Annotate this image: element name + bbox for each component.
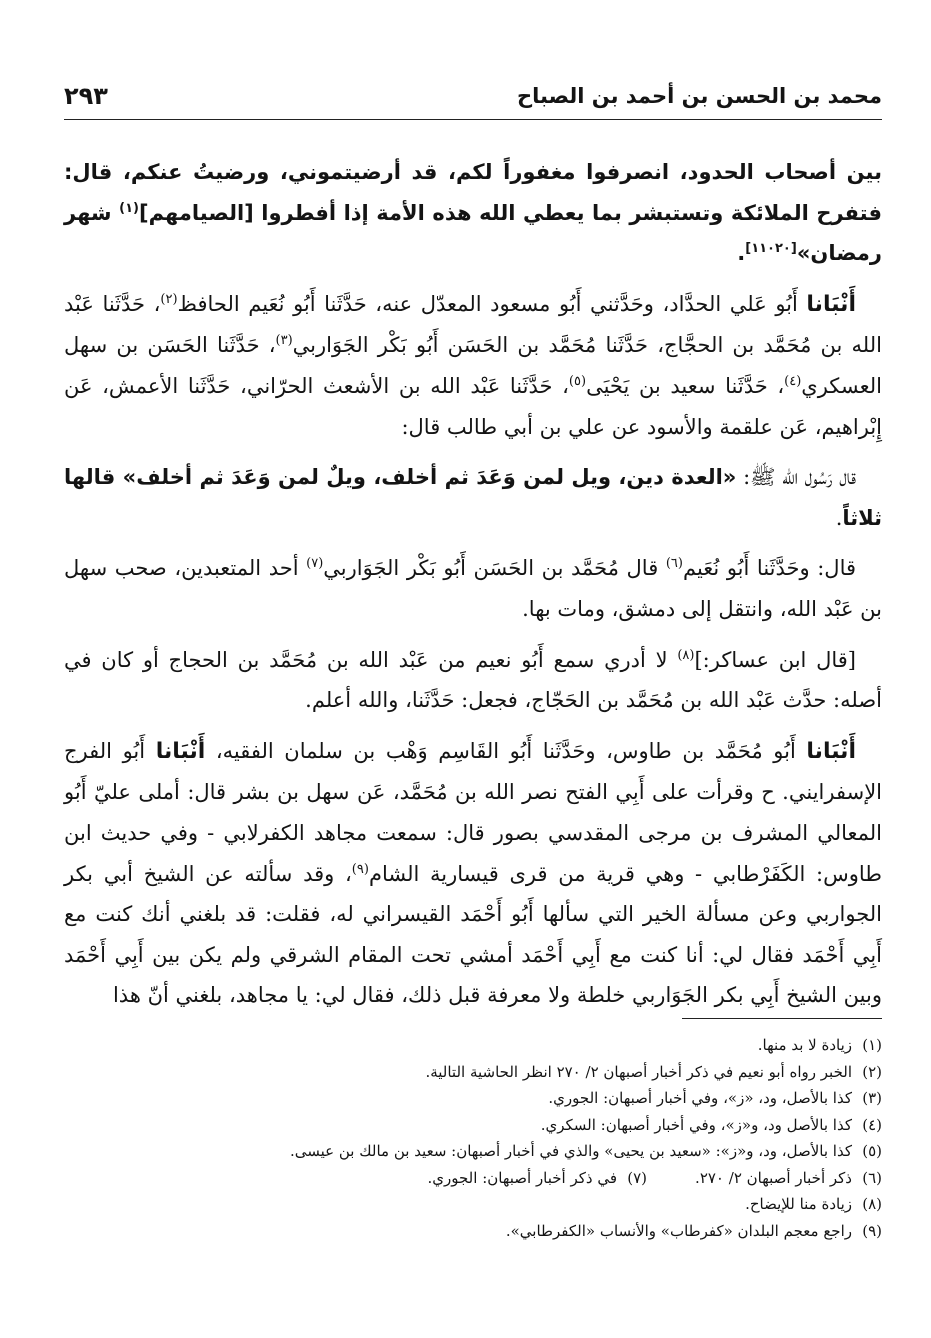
footnote-text: في ذكر أخبار أصبهان: الجوري. — [427, 1168, 618, 1187]
text-run: ، حَدَّثَنا سعيد بن يَحْيَى — [586, 373, 785, 398]
text-run: [قال ابن عساكر:] — [694, 647, 857, 672]
footnote-text: كذا بالأصل، ود، «ز»، وفي أخبار أصبهان: الجوري. — [548, 1089, 852, 1107]
footnote-number: (٩) — [862, 1221, 882, 1240]
footnote-6-7 — [64, 1165, 882, 1192]
footnote-3 — [64, 1085, 882, 1112]
footnote-number: (٢) — [862, 1062, 882, 1081]
text-run: ، حَدَّثَنا عَبْد الله بن الأشعث الحرّاني، حَدَّثَنا الأعمش، عَن إِبْراهيم، عَن علقمة والأسود عن علي بن أبي طالب قال: — [64, 373, 882, 439]
text-run: أَبُو مُحَمَّد بن طاوس، وحَدَّثَنا أَبُو القَاسِم وَهْب بن سلمان الفقيه، — [205, 738, 807, 763]
footnote-text: الخبر رواه أبو نعيم في ذكر أخبار أصبهان ٢/ ٢٧٠ انظر الحاشية التالية. — [425, 1062, 852, 1081]
footnote-text: ذكر أخبار أصبهان ٢/ ٢٧٠. — [695, 1168, 852, 1187]
footnote-2 — [64, 1059, 882, 1086]
text-run: لا أدري سمع أَبُو نعيم من عَبْد الله بن مُحَمَّد بن الحجاج أو كان في أصله: حدَّث عَبْد الله بن مُحَمَّد بن الحَجّاج، فجعل: حَدَّثَنا، والله أعلم. — [64, 647, 882, 713]
footnote-text: زيادة منا للإيضاح. — [745, 1195, 852, 1213]
paragraph-3 — [64, 457, 882, 538]
footnote-number: (٨) — [862, 1195, 882, 1213]
footnote-text: كذا بالأصل، ود، و«ز»: «سعيد بن يحيى» والذي في أخبار أصبهان: سعيد بن مالك بن عيسى. — [289, 1142, 852, 1160]
running-header — [64, 78, 882, 114]
footnote-ref-7[interactable]: (٧) — [306, 556, 324, 572]
footnotes — [64, 1032, 882, 1244]
footnote-ref-2[interactable]: (٢) — [160, 291, 178, 307]
paragraph-6 — [64, 731, 882, 1016]
footnote-number: (٥) — [862, 1142, 882, 1160]
footnote-ref-4[interactable]: (٤) — [784, 373, 802, 389]
text-run: شهر رمضان» — [64, 200, 882, 266]
text-run: ، حَدَّثَنا عَبْد الله بن مُحَمَّد بن الحجَّاج، حَدَّثَنا مُحَمَّد بن الحَسَن أَبُو بَكْر الجَوَاربي — [64, 291, 882, 358]
text-run: أَبُو الفرج الإسفرايني. ح وقرأت على أَبِي الفتح نصر الله بن مُحَمَّد، عَن سهل بن بشر قال: أملى عليّ أَبُو المعالي المشرف بن مرجى المقدسي بصور قال: سمعت مجاهد الكفرلابي - وفي حديث ابن طاوس: الكَفَرْطابي - وهي قرية من قرى قيسارية الشام — [64, 738, 883, 886]
footnote-text: راجع معجم البلدان «كفرطاب» والأنساب «الكفرطابي». — [505, 1221, 852, 1240]
keyword-anbana: أَنْبَانا — [806, 738, 856, 764]
footnote-1 — [64, 1032, 882, 1059]
footnote-9 — [64, 1218, 882, 1245]
footnote-ref-6[interactable]: (٦) — [665, 556, 683, 572]
text-run: أَبُو عَلي الحدَّاد، وحَدَّثني أَبُو مسعود المعدّل عنه، حَدَّثَنا أَبُو نُعَيم الحافظ — [177, 291, 807, 316]
footnote-number: (٦) — [862, 1168, 882, 1187]
paragraph-2 — [64, 284, 882, 447]
footnote-number: (٤) — [862, 1115, 882, 1134]
header-rule — [64, 119, 882, 120]
footnote-gap — [647, 1165, 695, 1192]
footnote-ref-1[interactable]: (١) — [119, 200, 139, 216]
text-run: قال رَسُول الله ﷺ: — [736, 465, 857, 490]
keyword-anbana: أَنْبَانا — [806, 291, 856, 317]
hadith-quote: «العدة دين، ويل لمن وَعَدَ ثم أخلف، ويلٌ لمن وَعَدَ ثم أخلف» قالها ثلاثاً — [64, 465, 882, 530]
footnote-number: (٧) — [627, 1168, 648, 1187]
footnote-text: كذا بالأصل ود، و«ز»، وفي أخبار أصبهان: السكري. — [540, 1115, 852, 1134]
page-number: ٢٩٣ — [64, 82, 108, 110]
text-run: أحد المتعبدين، صحب سهل بن عَبْد الله، وانتقل إلى دمشق، ومات بها. — [64, 556, 882, 621]
footnote-ref-8[interactable]: (٨) — [677, 647, 695, 663]
text-run: ، حَدَّثَنا الحَسَن بن سهل العسكري — [64, 333, 882, 398]
footnote-text: زيادة لا بد منها. — [757, 1036, 852, 1054]
keyword-anbana: أَنْبَانا — [155, 738, 206, 764]
paragraph-5 — [64, 640, 882, 721]
main-text — [64, 152, 882, 1016]
paragraph-4 — [64, 548, 882, 629]
text-run: . — [737, 241, 746, 266]
text-run: . — [835, 505, 843, 530]
hadith-number: [١١٠٢٠] — [745, 241, 797, 257]
footnote-number: (١) — [862, 1036, 882, 1054]
text-run: قال مُحَمَّد بن الحَسَن أَبُو بَكْر الجَوَاربي — [323, 556, 666, 581]
running-title: محمد بن الحسن بن أحمد بن الصباح — [517, 84, 882, 108]
footnote-4 — [64, 1112, 882, 1139]
footnote-ref-3[interactable]: (٣) — [275, 333, 293, 349]
footnote-5 — [64, 1138, 882, 1165]
paragraph-1 — [64, 152, 882, 274]
footnote-8 — [64, 1191, 882, 1218]
footnote-separator — [682, 1018, 882, 1019]
text-run: ، وقد سألته عن الشيخ أبي بكر الجواربي وعن مسألة الخير التي سألها أَبُو أَحْمَد القيسراني له، فقلت: قد بلغني أنك كنت مع أَبِي أَحْمَد فقال لي: أنا كنت مع أَبِي أَحْمَد أمشي تحت المقام الشرقي ولم يكن بين أَبِي أَحْمَد وبين الشيخ أَبِي بكر الجَوَاربي خلطة ولا معرفة قبل ذلك، فقال لي: يا مجاهد، بلغني أنّ هذا — [64, 861, 882, 1008]
text-run: بين أصحاب الحدود، انصرفوا مغفوراً لكم، قد أرضيتموني، ورضيتُ عنكم، قال: فتفرح الملائكة وتستبشر بما يعطي الله هذه الأمة إذا أفطروا [الصيامهم] — [64, 160, 882, 225]
footnote-ref-5[interactable]: (٥) — [568, 373, 587, 389]
footnote-ref-9[interactable]: (٩) — [351, 861, 369, 877]
footnote-number: (٣) — [862, 1089, 882, 1107]
text-run: قال: وحَدَّثَنا أَبُو نُعَيم — [682, 556, 857, 581]
